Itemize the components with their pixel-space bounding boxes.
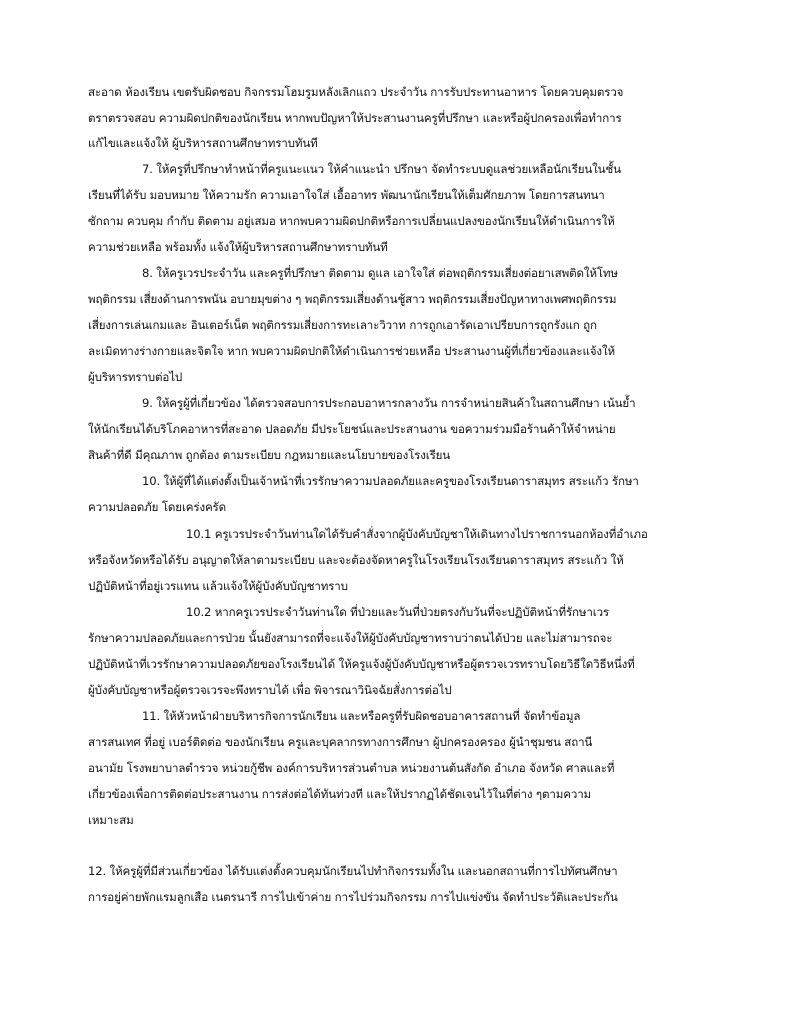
text-line: เสี่ยงการเล่นเกมและ อินเตอร์เน็ต พฤติกรรมเสี่ยงการทะเลาะวิวาท การถูกเอารัดเอาเปรียบการถูกรังแก ถูก (88, 318, 597, 332)
text-line: ตราตรวจสอบ ความผิดปกติของนักเรียน หากพบปัญหาให้ประสานงานครูที่ปรึกษา และหรือผู้ปกครองเพื่อทำการ (88, 111, 622, 125)
text-line: รักษาความปลอดภัยและการป่วย นั้นยังสามารถที่จะแจ้งให้ผู้บังคับบัญชาทราบว่าตนได้ป่วย และไม่สามารถจะ (88, 631, 613, 645)
text-line: 12. ให้ครูผู้ที่มีส่วนเกี่ยวข้อง ได้รับแต่งตั้งควบคุมนักเรียนไปทำกิจกรรมทั้งใน และนอกสถานที่การไปทัศนศึกษา (88, 864, 618, 878)
text-line: ผู้บริหารทราบต่อไป (88, 370, 183, 384)
text-line: ความปลอดภัย โดยเคร่งครัด (88, 500, 227, 514)
text-line: พฤติกรรม เสี่ยงด้านการพนัน อบายมุขต่าง ๆ พฤติกรรมเสี่ยงด้านชู้สาว พฤติกรรมเสี่ยงปัญหาทางเพศพฤติกรรม (88, 292, 617, 306)
text-line: ซักถาม ควบคุม กำกับ ติดตาม อยู่เสมอ หากพบความผิดปกติหรือการเปลี่ยนแปลงของนักเรียนให้ดำเนินการให้ (88, 214, 615, 228)
text-line: 10.1 ครูเวรประจำวันท่านใดได้รับคำสั่งจากผู้บังคับบัญชาให้เดินทางไปราชการนอกห้องที่อำเภอ (186, 527, 648, 541)
text-line: ละเมิดทางร่างกายและจิตใจ หาก พบความผิดปกติให้ดำเนินการช่วยเหลือ ประสานงานผู้ที่เกี่ยวข้องและแจ้งให้ (88, 344, 615, 358)
text-line: 8. ให้ครูเวรประจำวัน และครูที่ปรึกษา ติดตาม ดูแล เอาใจใส่ ต่อพฤติกรรมเสี่ยงต่อยาเสพติดให้โทษ (142, 266, 618, 280)
text-line: 7. ให้ครูที่ปรึกษาทำหน้าที่ครูแนะแนว ให้คำแนะนำ ปรึกษา จัดทำระบบดูแลช่วยเหลือนักเรียนในชั้น (142, 162, 621, 176)
text-line: สารสนเทศ ที่อยู่ เบอร์ติดต่อ ของนักเรียน ครูและบุคลากรทางการศึกษา ผู้ปกครองครอง ผู้นำชุมชน สถานี (88, 735, 593, 749)
text-line: หรือจังหวัดหรือได้รับ อนุญาตให้ลาตามระเบียบ และจะต้องจัดหาครูในโรงเรียนโรงเรียนดาราสมุทร สระแก้ว ให้ (88, 553, 624, 567)
text-line: อนามัย โรงพยาบาลตำรวจ หน่วยกู้ชีพ องค์การบริหารส่วนตำบล หน่วยงานต้นสังกัด อำเภอ จังหวัด ศาลและที่ (88, 761, 615, 775)
text-line: ผู้บังคับบัญชาหรือผู้ตรวจเวรจะพึงทราบได้ เพื่อ พิจารณาวินิจฉัยสั่งการต่อไป (88, 683, 452, 697)
text-line: เรียนที่ได้รับ มอบหมาย ให้ความรัก ความเอาใจใส่ เอื้ออาทร พัฒนานักเรียนให้เต็มศักยภาพ โดยการสนทนา (88, 188, 605, 202)
text-line: สินค้าที่ดี มีคุณภาพ ถูกต้อง ตามระเบียบ กฎหมายและนโยบายของโรงเรียน (88, 448, 451, 462)
text-line: แก้ไขและแจ้งให้ ผู้บริหารสถานศึกษาทราบทันที (88, 136, 318, 150)
text-line: การอยู่ค่ายพักแรมลูกเสือ เนตรนารี การไปเข้าค่าย การไปร่วมกิจกรรม การไปแข่งขัน จัดทำประวัติและประกัน (88, 890, 618, 904)
text-line: เกี่ยวข้องเพื่อการติดต่อประสานงาน การส่งต่อได้ทันท่วงที และให้ปรากฏได้ชัดเจนไว้ในที่ต่าง ๆตามความ (88, 787, 592, 801)
text-line: ให้นักเรียนได้บริโภคอาหารที่สะอาด ปลอดภัย มีประโยชน์และประสานงาน ขอความร่วมมือร้านค้าให้จำหน่าย (88, 422, 616, 436)
text-line: เหมาะสม (88, 813, 134, 827)
text-line: 10.2 หากครูเวรประจำวันท่านใด ที่ป่วยและวันที่ป่วยตรงกับวันที่จะปฏิบัติหน้าที่รักษาเวร (186, 605, 610, 619)
text-line: 11. ให้หัวหน้าฝ่ายบริหารกิจการนักเรียน และหรือครูที่รับผิดชอบอาคารสถานที่ จัดทำข้อมูล (142, 709, 581, 723)
text-line: ความช่วยเหลือ พร้อมทั้ง แจ้งให้ผู้บริหารสถานศึกษาทราบทันที (88, 240, 388, 254)
text-line: ปฏิบัติหน้าที่เวรรักษาความปลอดภัยของโรงเรียนได้ ให้ครูแจ้งผู้บังคับบัญชาหรือผู้ตรวจเวรทราบโดยวิธีใดวิธีหนึ่งที่ (88, 657, 635, 671)
text-line: 9. ให้ครูผู้ที่เกี่ยวข้อง ได้ตรวจสอบการประกอบอาหารกลางวัน การจำหน่ายสินค้าในสถานศึกษา เน้นย้ำ (142, 396, 636, 410)
text-line: 10. ให้ผู้ที่ได้แต่งตั้งเป็นเจ้าหน้าที่เวรรักษาความปลอดภัยและครูของโรงเรียนดาราสมุทร สระแก้ว รักษา (142, 474, 639, 488)
text-line: ปฏิบัติหน้าที่อยู่เวรแทน แล้วแจ้งให้ผู้บังคับบัญชาทราบ (88, 579, 348, 593)
text-line: สะอาด ห้องเรียน เขตรับผิดชอบ กิจกรรมโฮมรูมหลังเลิกแถว ประจำวัน การรับประทานอาหาร โดยควบคุมตรวจ (88, 85, 624, 99)
